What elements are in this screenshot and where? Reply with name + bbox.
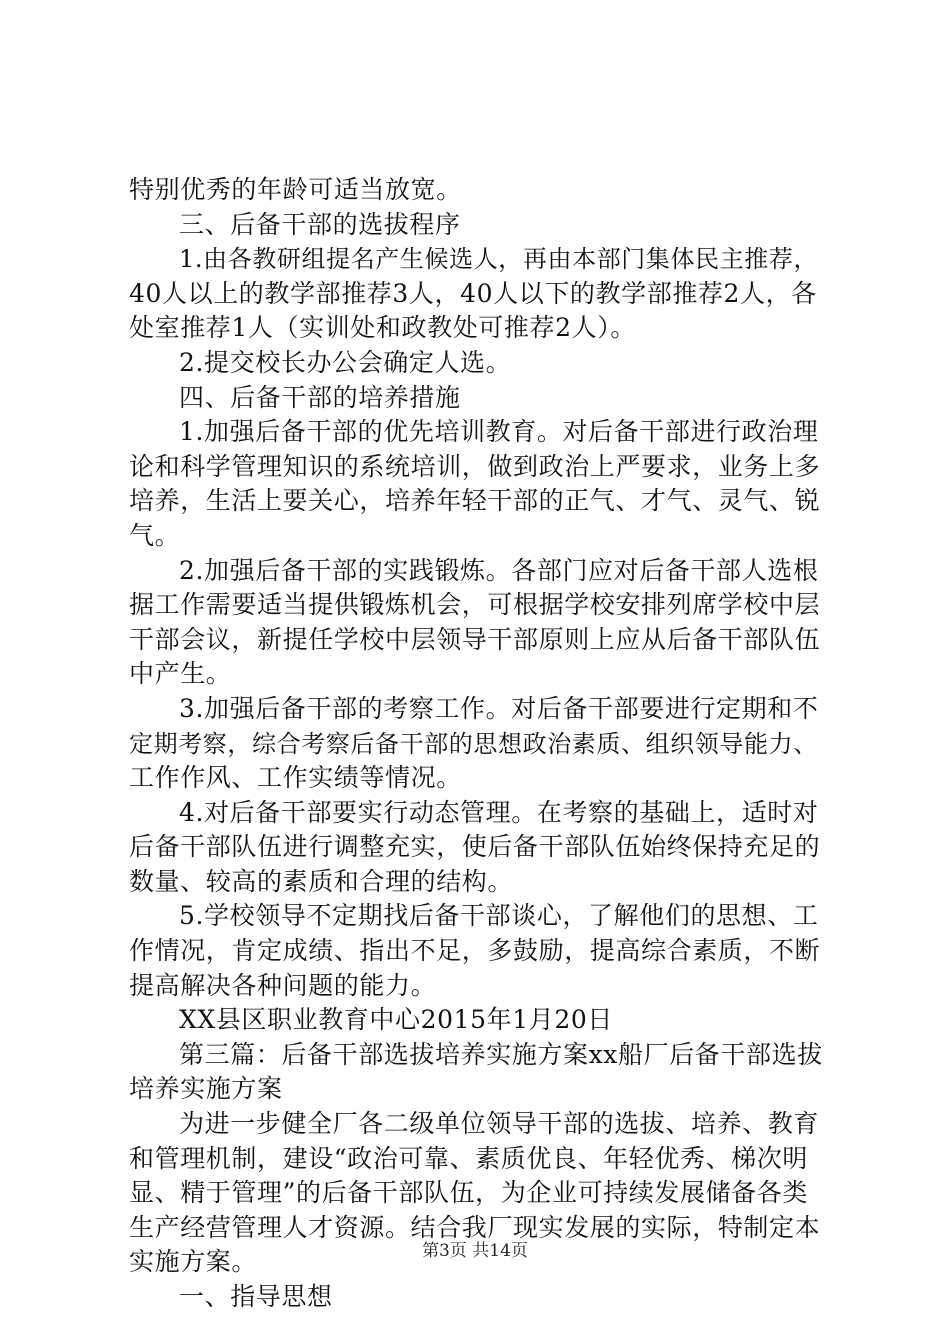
- text-line: 3.加强后备干部的考察工作。对后备干部要进行定期和不: [179, 693, 819, 723]
- text-line: 数量、较高的素质和合理的结构。: [129, 866, 514, 896]
- text-line: 三、后备干部的选拔程序: [179, 209, 461, 239]
- text-line: 和管理机制，建设“政治可靠、素质优良、年轻优秀、梯次明: [129, 1143, 808, 1173]
- text-line: 四、后备干部的培养措施: [179, 382, 461, 412]
- text-line: 论和科学管理知识的系统培训，做到政治上严要求，业务上多: [129, 451, 821, 481]
- text-line: 5.学校领导不定期找后备干部谈心，了解他们的思想、工: [179, 901, 819, 931]
- text-line: 干部会议，新提任学校中层领导干部原则上应从后备干部队伍: [129, 624, 821, 654]
- text-line: 工作作风、工作实绩等情况。: [129, 763, 462, 793]
- text-line: 2.提交校长办公会确定人选。: [179, 347, 512, 377]
- text-line: 2.加强后备干部的实践锻炼。各部门应对后备干部人选根: [179, 555, 819, 585]
- text-line: 培养实施方案: [129, 1074, 283, 1104]
- text-line: 40人以上的教学部推荐3人，40人以下的教学部推荐2人，各: [129, 278, 817, 308]
- text-line: 处室推荐1人（实训处和政教处可推荐2人）。: [129, 313, 636, 343]
- text-line: 培养，生活上要关心，培养年轻干部的正气、才气、灵气、锐: [129, 486, 821, 516]
- document-body: [129, 173, 829, 1315]
- text-line: 提高解决各种问题的能力。: [129, 970, 437, 1000]
- text-line: 4.对后备干部要实行动态管理。在考察的基础上，适时对: [179, 797, 819, 827]
- text-line: 为进一步健全厂各二级单位领导干部的选拔、培养、教育: [179, 1109, 820, 1139]
- text-line: 显、精于管理”的后备干部队伍，为企业可持续发展储备各类: [129, 1178, 808, 1208]
- text-line: 后备干部队伍进行调整充实，使后备干部队伍始终保持充足的: [129, 832, 821, 862]
- text-line: 1.加强后备干部的优先培训教育。对后备干部进行政治理: [179, 417, 819, 447]
- text-line: 作情况，肯定成绩、指出不足，多鼓励，提高综合素质，不断: [129, 936, 821, 966]
- text-line: 定期考察，综合考察后备干部的思想政治素质、组织领导能力、: [129, 729, 818, 758]
- text-line: 特别优秀的年龄可适当放宽。: [129, 175, 462, 204]
- text-line: 中产生。: [129, 659, 232, 689]
- text-line: 一、指导思想: [179, 1282, 333, 1311]
- text-line: 实施方案。: [129, 1247, 258, 1277]
- text-line: 生产经营管理人才资源。结合我厂现实发展的实际，特制定本: [129, 1212, 821, 1242]
- text-line: 第三篇：后备干部选拔培养实施方案xx船厂后备干部选拔: [179, 1039, 823, 1069]
- text-line: XX县区职业教育中心2015年1月20日: [179, 1005, 613, 1035]
- text-line: 气。: [129, 520, 181, 550]
- text-line: 据工作需要适当提供锻炼机会，可根据学校安排列席学校中层: [129, 590, 821, 620]
- text-line: 1.由各教研组提名产生候选人，再由本部门集体民主推荐，: [179, 245, 819, 274]
- page-footer: 第3页 共14页: [422, 1241, 528, 1261]
